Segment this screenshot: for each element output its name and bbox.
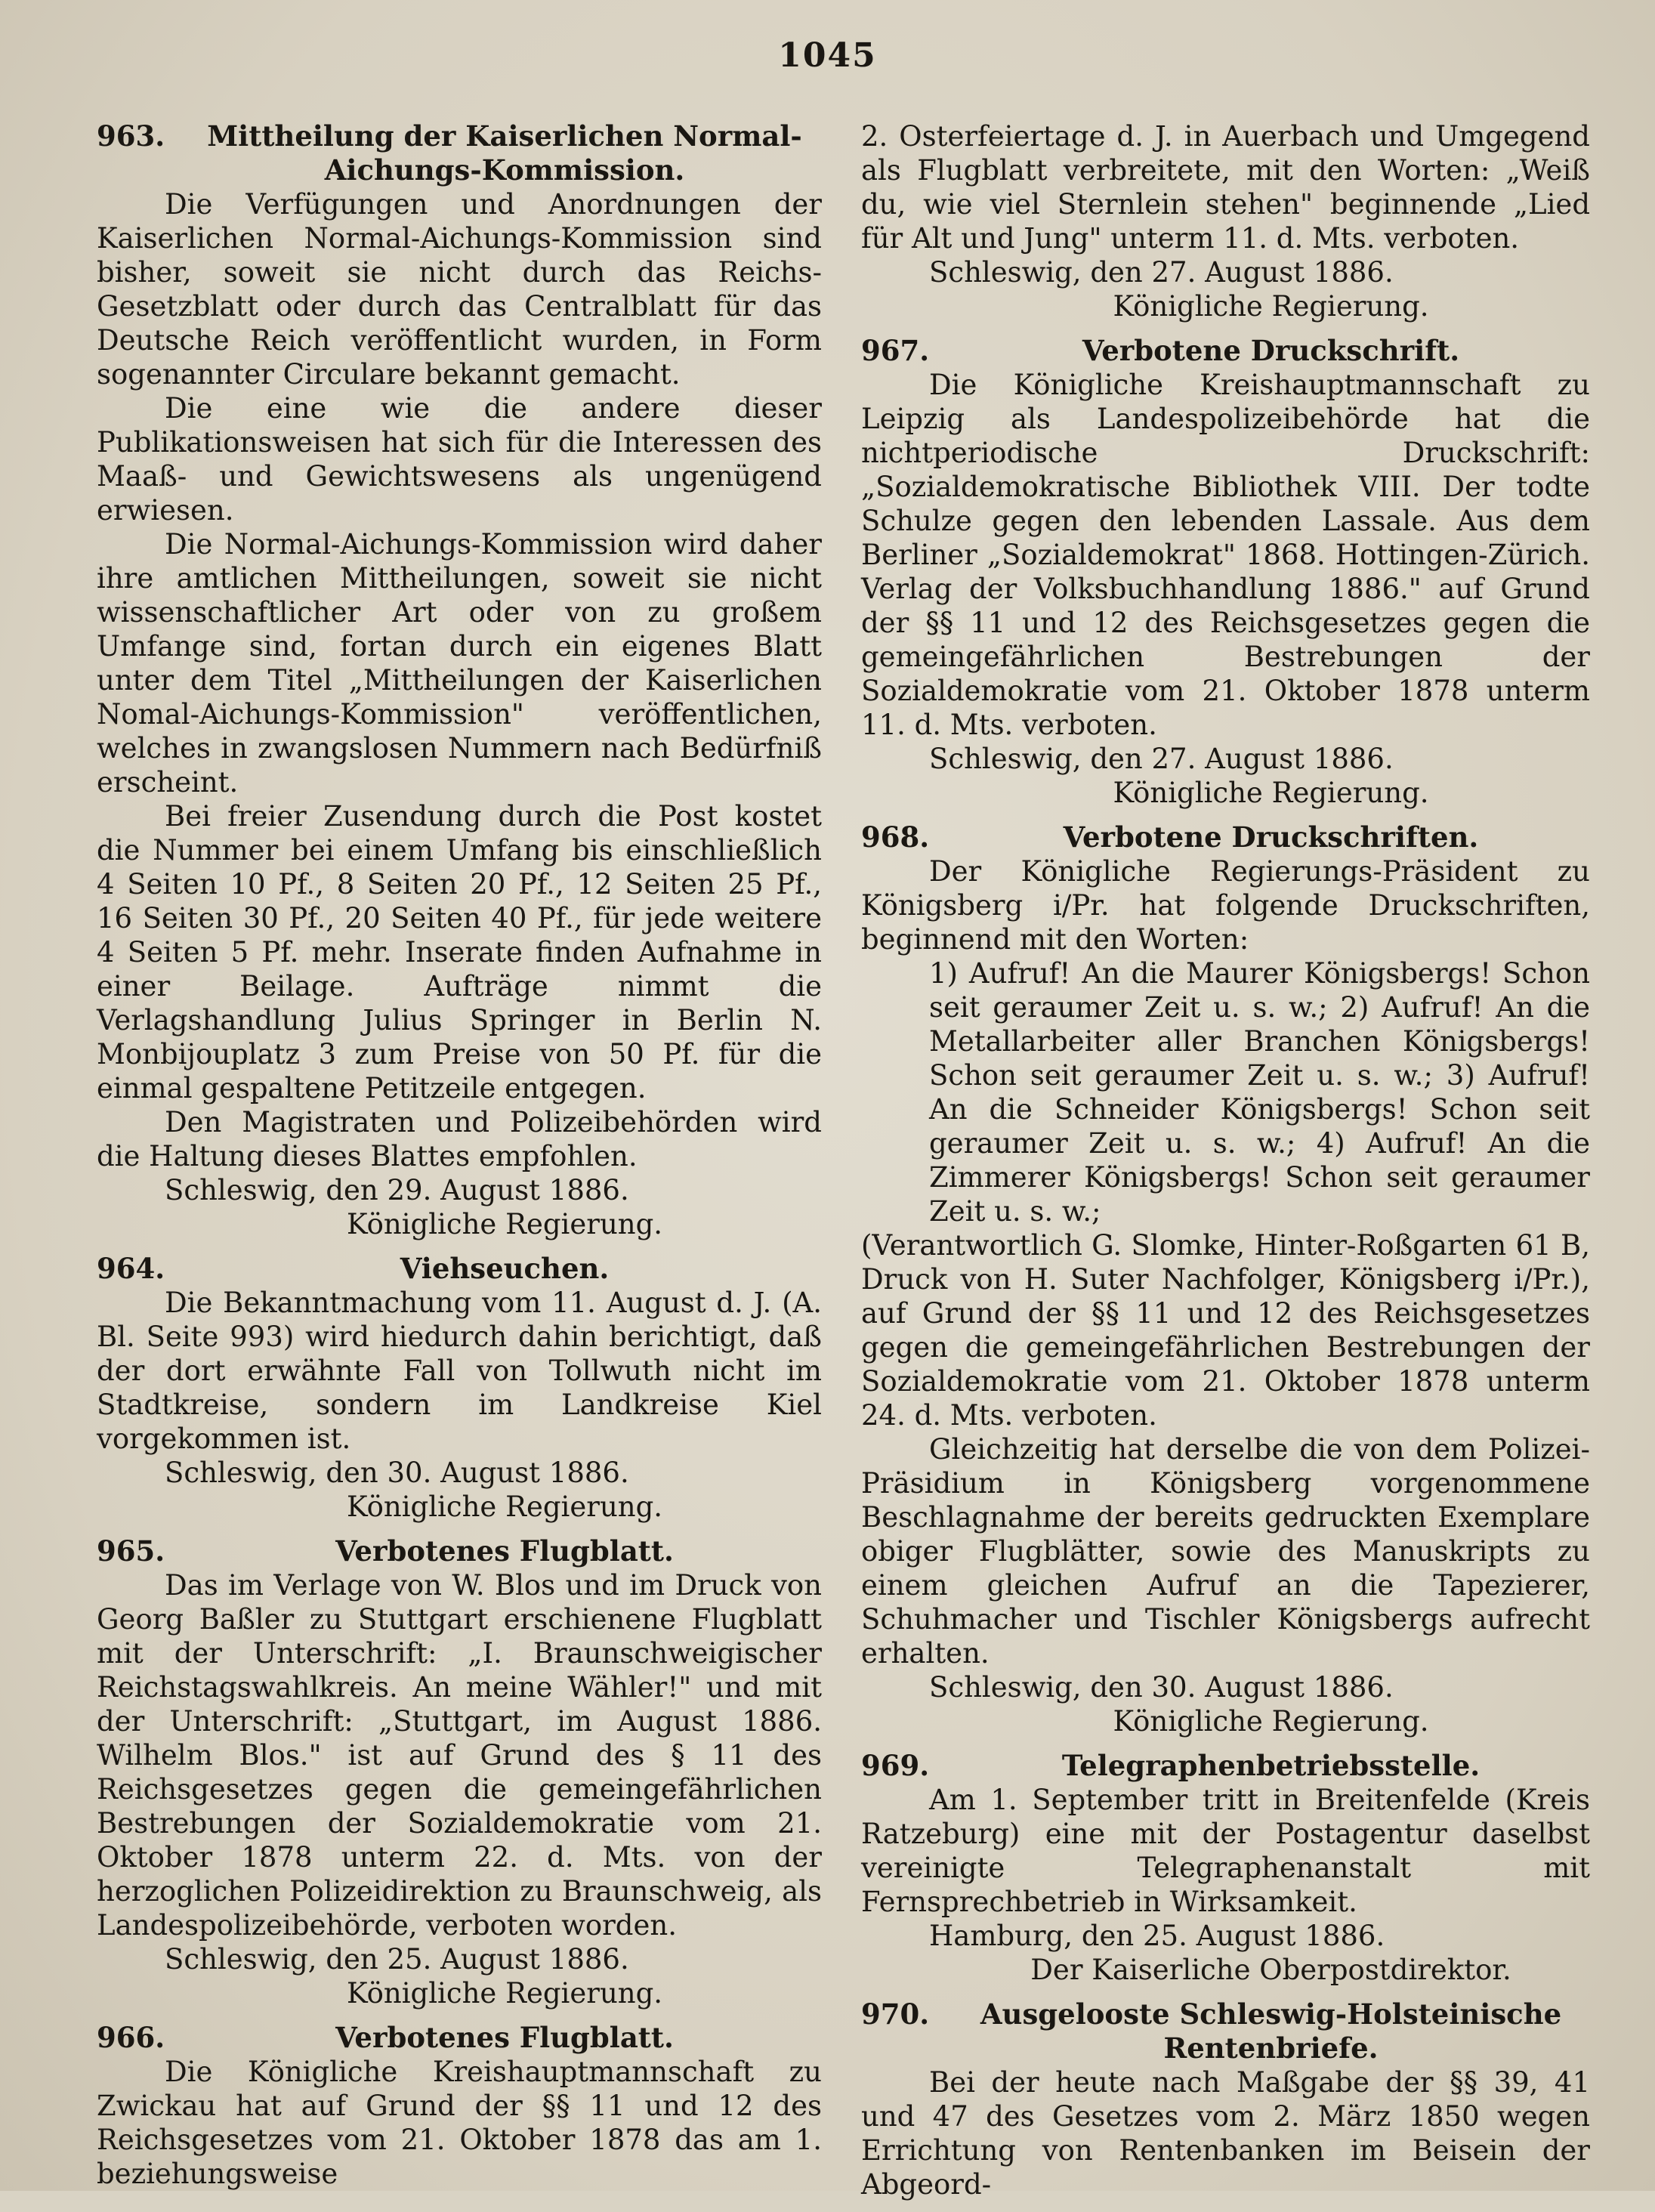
paragraph: Die eine wie die andere dieser Publikationsweisen hat sich für die Interessen des Maaß- und Gewichtswesens als ungenügend erwiesen. [97,392,822,527]
entry-signature: Königliche Regierung. [346,1977,663,2010]
paragraph: Den Magistraten und Polizeibehörden wird die Haltung dieses Blattes empfohlen. [97,1106,822,1172]
entry-number: 966. [97,2021,165,2054]
entry-number: 963. [97,119,165,153]
entry-966-continuation [861,119,1590,323]
page-number: 1045 [778,36,877,75]
entry-heading [97,1252,822,1286]
left-column [97,119,822,2201]
entry-number: 964. [97,1252,165,1285]
entry-title: Verbotenes Flugblatt. [335,1534,674,1568]
paragraph: Die Königliche Kreishauptmannschaft zu Zwickau hat auf Grund der §§ 11 und 12 des Reichsgesetzes vom 21. Oktober 1878 das am 1. beziehungsweise [97,2056,822,2190]
entry-title: Verbotenes Flugblatt. [335,2021,674,2054]
entry-date: Schleswig, den 27. August 1886. [929,743,1394,775]
entry-965 [97,1534,822,2010]
entry-heading [861,820,1590,854]
entry-date: Schleswig, den 27. August 1886. [929,256,1394,289]
entry-969 [861,1749,1590,1987]
entry-966 [97,2021,822,2191]
entry-963 [97,119,822,1241]
paragraph: Das im Verlage von W. Blos und im Druck von Georg Baßler zu Stuttgart erschienene Flugblatt mit der Unterschrift: „I. Braunschweigischer Reichstagswahlkreis. An meine Wähler!" und mit der Unterschrift: „Stuttgart, im August 1886. Wilhelm Blos." ist auf Grund des § 11 des Reichsgesetzes gegen die gemeingefährlichen Bestrebungen der Sozialdemokratie vom 21. Oktober 1878 unterm 22. d. Mts. von der herzoglichen Polizeidirektion zu Braunschweig, als Landespolizeibehörde, verboten worden. [97,1569,822,1942]
entry-number: 969. [861,1749,930,1782]
entry-signature: Königliche Regierung. [346,1491,663,1523]
entry-number: 967. [861,334,930,367]
paragraph: Die Verfügungen und Anordnungen der Kaiserlichen Normal-Aichungs-Kommission sind bisher, soweit sie nicht durch das Reichs-Gesetzblatt oder durch das Centralblatt für das Deutsche Reich veröffentlicht wurden, in Form sogenannter Circulare bekannt gemacht. [97,188,822,391]
entry-number: 968. [861,820,930,854]
entry-date: Schleswig, den 30. August 1886. [165,1457,629,1489]
entry-title: Mittheilung der Kaiserlichen Normal-Aichungs-Kommission. [207,119,802,187]
entry-date: Schleswig, den 25. August 1886. [165,1943,629,1976]
paragraph: Gleichzeitig hat derselbe die von dem Polizei-Präsidium in Königsberg vorgenommene Beschlagnahme der bereits gedruckten Exemplare obiger Flugblätter, sowie des Manuskripts zu einem gleichen Aufruf an die Tapezierer, Schuhmacher und Tischler Königsbergs aufrecht erhalten. [861,1433,1590,1670]
continuation-paragraph: 2. Osterfeiertage d. J. in Auerbach und Umgegend als Flugblatt verbreitete, mit den Worten: „Weiß du, wie viel Sternlein stehen" beginnende „Lied für Alt und Jung" unterm 11. d. Mts. verboten. [861,120,1590,255]
right-column [861,119,1590,2212]
entry-title: Verbotene Druckschrift. [1082,334,1460,367]
entry-date: Hamburg, den 25. August 1886. [929,1920,1385,1952]
entry-heading [97,119,822,187]
entry-968 [861,820,1590,1738]
paragraph: Der Königliche Regierungs-Präsident zu Königsberg i/Pr. hat folgende Druckschriften, beginnend mit den Worten: [861,855,1590,956]
entry-signature: Königliche Regierung. [1113,290,1429,323]
paragraph: Am 1. September tritt in Breitenfelde (Kreis Ratzeburg) eine mit der Postagentur daselbst vereinigte Telegraphenanstalt mit Fernsprechbetrieb in Wirksamkeit. [861,1784,1590,1918]
paragraph: Die Bekanntmachung vom 11. August d. J. (A. Bl. Seite 993) wird hiedurch dahin berichtigt, daß der dort erwähnte Fall von Tollwuth nicht im Stadtkreise, sondern im Landkreise Kiel vorgekommen ist. [97,1287,822,1455]
entry-title: Telegraphenbetriebsstelle. [1061,1749,1481,1782]
paragraph: Die Königliche Kreishauptmannschaft zu Leipzig als Landespolizeibehörde hat die nichtperiodische Druckschrift: „Sozialdemokratische Bibliothek VIII. Der todte Schulze gegen den lebenden Lassale. Aus dem Berliner „Sozialdemokrat" 1868. Hottingen-Zürich. Verlag der Volksbuchhandlung 1886." auf Grund der §§ 11 und 12 des Reichsgesetzes gegen die gemeingefährlichen Bestrebungen der Sozialdemokratie vom 21. Oktober 1878 unterm 11. d. Mts. verboten. [861,369,1590,741]
entry-date: Schleswig, den 30. August 1886. [929,1671,1394,1704]
entry-970 [861,1997,1590,2201]
entry-signature: Königliche Regierung. [1113,1705,1429,1738]
entry-number: 965. [97,1534,165,1568]
quoted-list: 1) Aufruf! An die Maurer Königsbergs! Schon seit geraumer Zeit u. s. w.; 2) Aufruf! An die Metallarbeiter aller Branchen Königsbergs! Schon seit geraumer Zeit u. s. w.; 3) Aufruf! An die Schneider Königsbergs! Schon seit geraumer Zeit u. s. w.; 4) Aufruf! An die Zimmerer Königsbergs! Schon seit geraumer Zeit u. s. w.; [929,957,1590,1228]
entry-heading [861,1749,1590,1783]
entry-heading [861,1997,1590,2065]
entry-heading [861,334,1590,368]
entry-signature: Der Kaiserliche Oberpostdirektor. [1030,1954,1511,1986]
paragraph: Die Normal-Aichungs-Kommission wird daher ihre amtlichen Mittheilungen, soweit sie nicht wissenschaftlicher Art oder von zu großem Umfange sind, fortan durch ein eigenes Blatt unter dem Titel „Mittheilungen der Kaiserlichen Nomal-Aichungs-Kommission" veröffentlichen, welches in zwangslosen Nummern nach Bedürfniß erscheint. [97,528,822,799]
entry-title: Ausgelooste Schleswig-Holsteinische Rentenbriefe. [980,1997,1562,2065]
entry-heading [97,1534,822,1568]
entry-number: 970. [861,1997,930,2031]
entry-964 [97,1252,822,1524]
paragraph: (Verantwortlich G. Slomke, Hinter-Roßgarten 61 B, Druck von H. Suter Nachfolger, Königsberg i/Pr.), auf Grund der §§ 11 und 12 des Reichsgesetzes gegen die gemeingefährlichen Bestrebungen der Sozialdemokratie vom 21. Oktober 1878 unterm 24. d. Mts. verboten. [861,1229,1590,1432]
entry-title: Viehseuchen. [400,1252,610,1285]
entry-signature: Königliche Regierung. [346,1208,663,1240]
entry-date: Schleswig, den 29. August 1886. [165,1174,629,1206]
paragraph: Bei freier Zusendung durch die Post kostet die Nummer bei einem Umfang bis einschließlich 4 Seiten 10 Pf., 8 Seiten 20 Pf., 12 Seiten 25 Pf., 16 Seiten 30 Pf., 20 Seiten 40 Pf., für jede weitere 4 Seiten 5 Pf. mehr. Inserate finden Aufnahme in einer Beilage. Aufträge nimmt die Verlagshandlung Julius Springer in Berlin N. Monbijouplatz 3 zum Preise von 50 Pf. für die einmal gespaltene Petitzeile entgegen. [97,800,822,1104]
entry-signature: Königliche Regierung. [1113,777,1429,809]
entry-heading [97,2021,822,2055]
paragraph: Bei der heute nach Maßgabe der §§ 39, 41 und 47 des Gesetzes vom 2. März 1850 wegen Errichtung von Rentenbanken im Beisein der Abgeord- [861,2066,1590,2201]
entry-title: Verbotene Druckschriften. [1063,820,1479,854]
entry-967 [861,334,1590,810]
